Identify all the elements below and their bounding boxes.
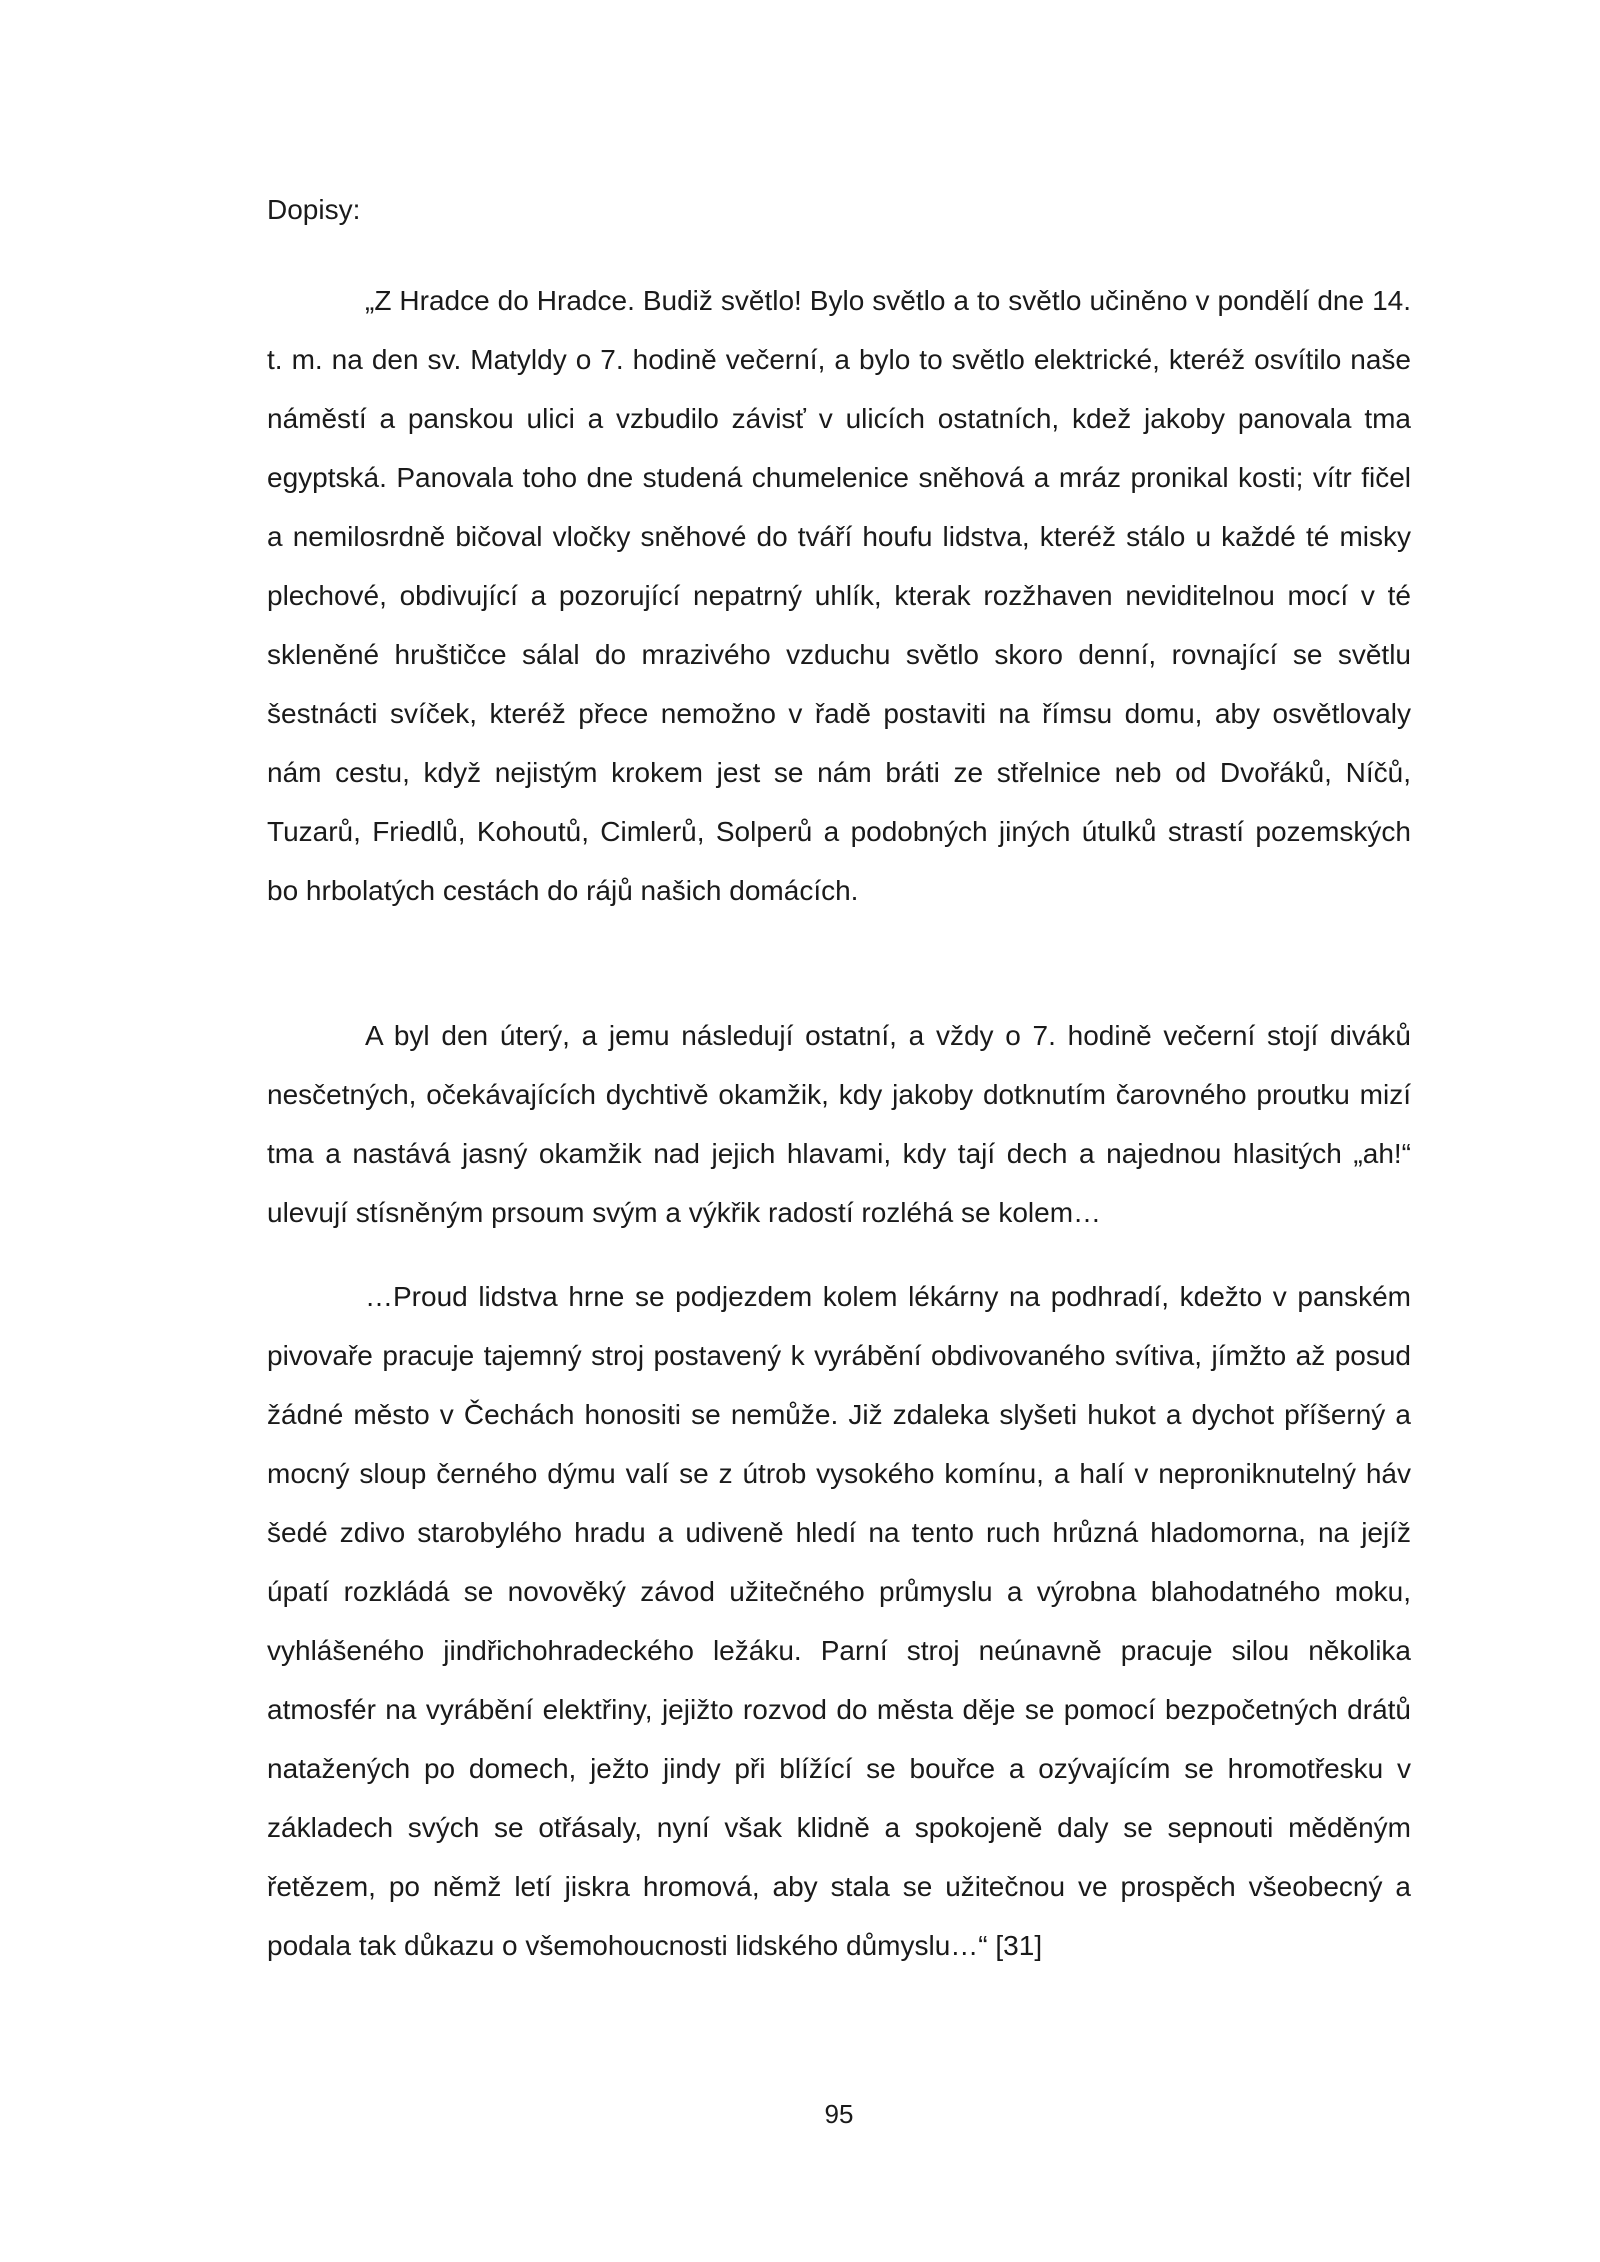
body-paragraph: „Z Hradce do Hradce. Budiž světlo! Bylo světlo a to světlo učiněno v pondělí dne 14. t. m. na den sv. Matyldy o 7. hodině večerní, a bylo to světlo elektrické, kteréž osvítilo naše náměstí a panskou ulici a vzbudilo závisť v ulicích ostatních, kdež jakoby panovala tma egyptská. Panovala toho dne studená chumelenice sněhová a mráz pronikal kosti; vítr fičel a nemilosrdně bičoval vločky sněhové do tváří houfu lidstva, kteréž stálo u každé té misky plechové, obdivující a pozorující nepatrný uhlík, kterak rozžhaven neviditelnou mocí v té skleněné hruštičce sálal do mrazivého vzduchu světlo skoro denní, rovnající se světlu šestnácti svíček, kteréž přece nemožno v řadě postaviti na římsu domu, aby osvětlovaly nám cestu, když nejistým krokem jest se nám bráti ze střelnice neb od Dvořáků, Níčů, Tuzarů, Friedlů, Kohoutů, Cimlerů, Solperů a podobných jiných útulků strastí pozemských bo hrbolatých cestách do rájů našich domácích. bbox=[267, 285, 1411, 906]
paragraph-1-block bbox=[267, 271, 1411, 920]
document-page bbox=[267, 0, 1411, 2262]
body-paragraph: A byl den úterý, a jemu následují ostatní, a vždy o 7. hodině večerní stojí diváků nesčetných, očekávajících dychtivě okamžik, kdy jakoby dotknutím čarovného proutku mizí tma a nastává jasný okamžik nad jejich hlavami, kdy tají dech a najednou hlasitých „ah!“ ulevují stísněným prsoum svým a výkřik radostí rozléhá se kolem… bbox=[267, 1020, 1411, 1228]
page-number: 95 bbox=[824, 2099, 854, 2129]
paragraph-3-block bbox=[267, 1267, 1411, 1975]
body-paragraph: …Proud lidstva hrne se podjezdem kolem lékárny na podhradí, kdežto v panském pivovaře pracuje tajemný stroj postavený k vyrábění obdivovaného svítiva, jímžto až posud žádné město v Čechách honositi se nemůže. Již zdaleka slyšeti hukot a dychot příšerný a mocný sloup černého dýmu valí se z útrob vysokého komínu, a halí v neproniknutelný háv šedé zdivo starobylého hradu a udiveně hledí na tento ruch hrůzná hladomorna, na jejíž úpatí rozkládá se novověký závod užitečného průmyslu a výrobna blahodatného moku, vyhlášeného jindřichohradeckého ležáku. Parní stroj neúnavně pracuje silou několika atmosfér na vyrábění elektřiny, jejižto rozvod do města děje se pomocí bezpočetných drátů natažených po domech, ježto jindy při blížící se bouřce a ozývajícím se hromotřesku v základech svých se otřásaly, nyní však klidně a spokojeně daly se sepnouti měděným řetězem, po němž letí jiskra hromová, aby stala se užitečnou ve prospěch všeobecný a podala tak důkazu o všemohoucnosti lidského důmyslu…“ [31] bbox=[267, 1281, 1411, 1961]
section-heading: Dopisy: bbox=[267, 194, 361, 225]
paragraph-2-block bbox=[267, 1006, 1411, 1242]
